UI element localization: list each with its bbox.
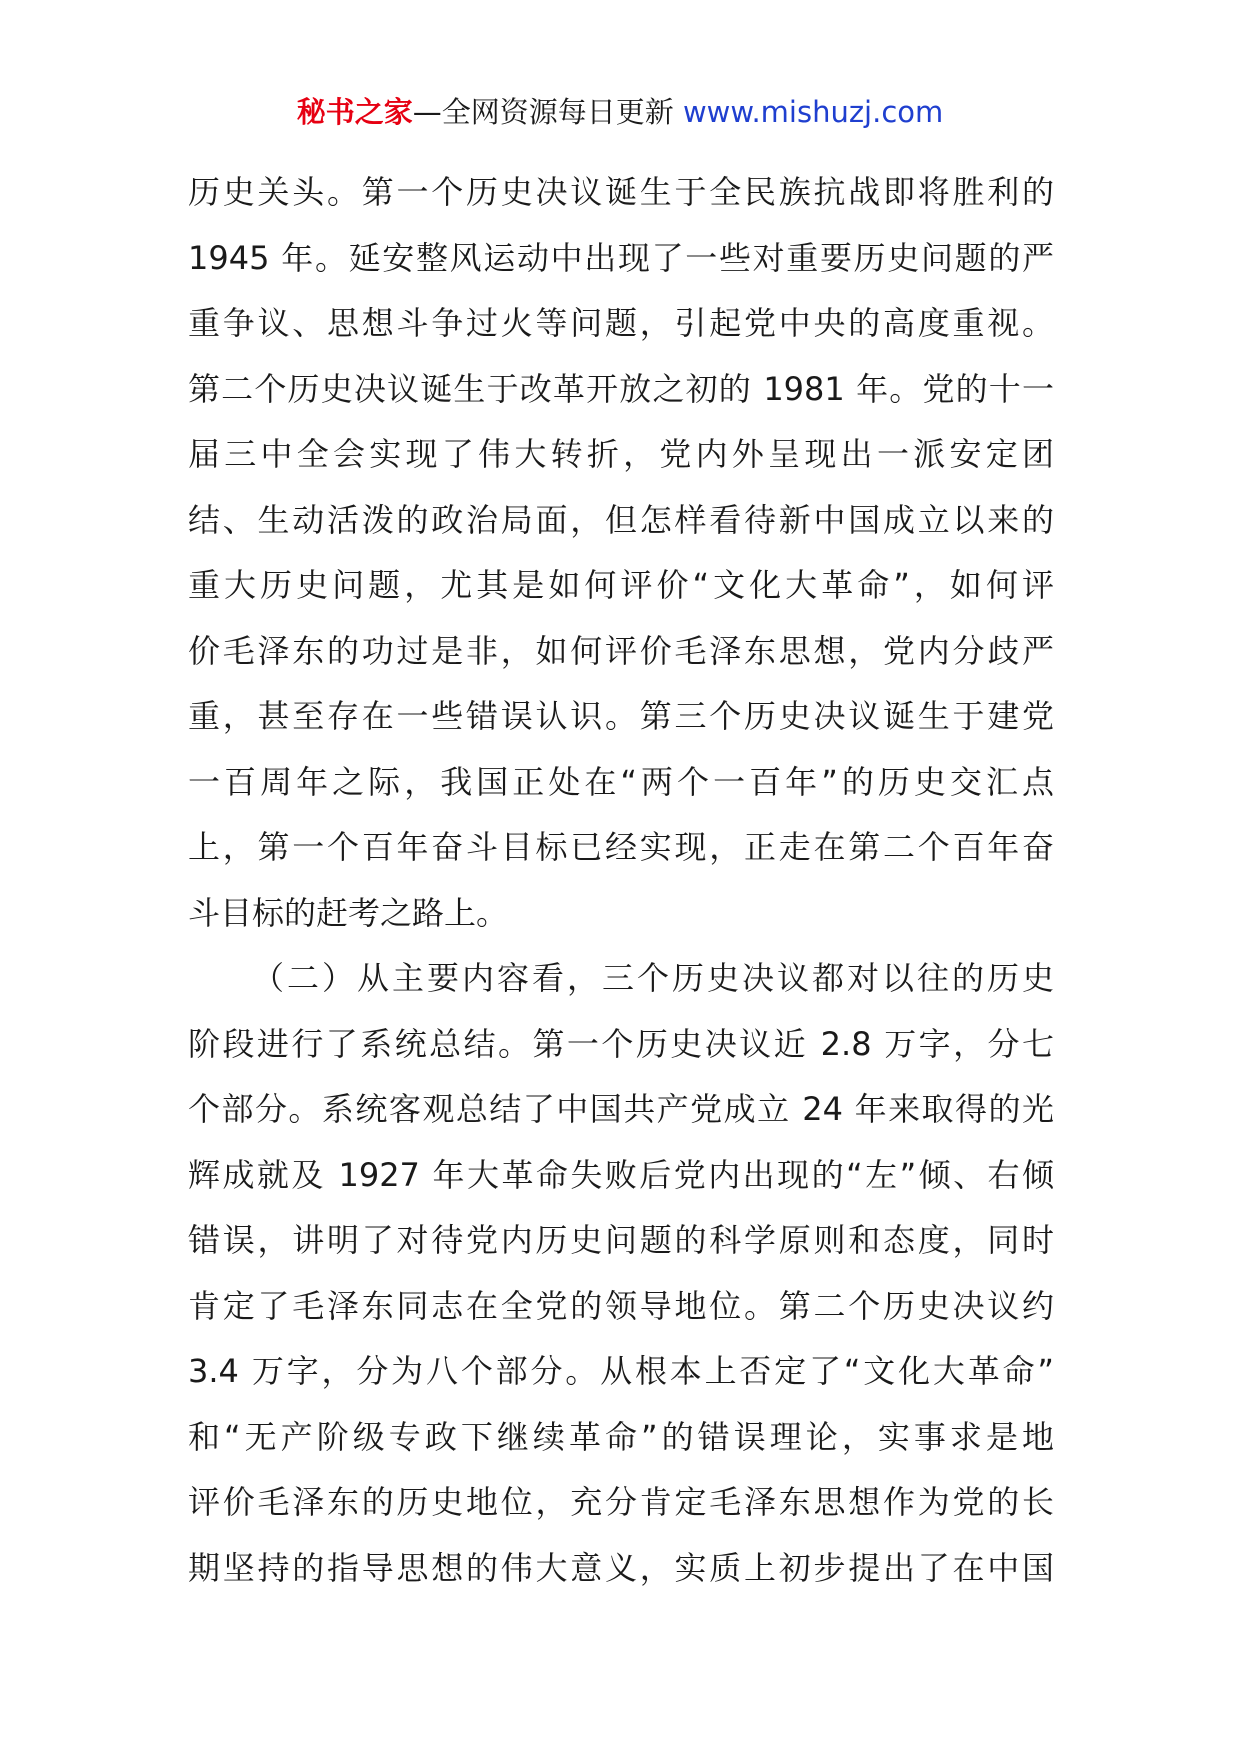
text-line: 第二个历史决议诞生于改革开放之初的 1981 年。党的十一 bbox=[188, 369, 1054, 408]
site-brand: 秘书之家 bbox=[296, 95, 413, 129]
text-line: 重，甚至存在一些错误认识。第三个历史决议诞生于建党 bbox=[188, 697, 1054, 735]
text-line: 评价毛泽东的历史地位，充分肯定毛泽东思想作为党的长 bbox=[188, 1483, 1054, 1521]
text-line: 和“无产阶级专政下继续革命”的错误理论，实事求是地 bbox=[188, 1417, 1054, 1456]
paragraph-start-line: （二）从主要内容看，三个历史决议都对以往的历史 bbox=[252, 959, 1054, 997]
text-line: 错误，讲明了对待党内历史问题的科学原则和态度，同时 bbox=[188, 1221, 1054, 1259]
text-line: 价毛泽东的功过是非，如何评价毛泽东思想，党内分歧严 bbox=[188, 631, 1054, 670]
text-line: 届三中全会实现了伟大转折，党内外呈现出一派安定团 bbox=[188, 435, 1054, 473]
text-line: 1945 年。延安整风运动中出现了一些对重要历史问题的严 bbox=[188, 238, 1054, 277]
document-body bbox=[188, 160, 1054, 1601]
text-line: 重大历史问题，尤其是如何评价“文化大革命”，如何评 bbox=[188, 566, 1054, 604]
text-line: 结、生动活泼的政治局面，但怎样看待新中国成立以来的 bbox=[188, 500, 1054, 539]
text-line: 阶段进行了系统总结。第一个历史决议近 2.8 万字，分七 bbox=[188, 1024, 1054, 1063]
text-line: 斗目标的赶考之路上。 bbox=[188, 893, 509, 932]
text-line: 一百周年之际，我国正处在“两个一百年”的历史交汇点 bbox=[188, 762, 1054, 801]
text-line: 肯定了毛泽东同志在全党的领导地位。第二个历史决议约 bbox=[188, 1286, 1054, 1325]
site-url-link[interactable]: www.mishuzj.com bbox=[682, 95, 944, 129]
text-line: 上，第一个百年奋斗目标已经实现，正走在第二个百年奋 bbox=[188, 828, 1054, 866]
text-line: 个部分。系统客观总结了中国共产党成立 24 年来取得的光 bbox=[188, 1090, 1054, 1128]
text-line: 重争议、思想斗争过火等问题，引起党中央的高度重视。 bbox=[188, 304, 1054, 342]
text-line: 3.4 万字，分为八个部分。从根本上否定了“文化大革命” bbox=[188, 1352, 1054, 1390]
text-line: 期坚持的指导思想的伟大意义，实质上初步提出了在中国 bbox=[188, 1548, 1054, 1587]
text-line: 辉成就及 1927 年大革命失败后党内出现的“左”倾、右倾 bbox=[188, 1155, 1054, 1194]
page-header bbox=[0, 92, 1240, 132]
text-line: 历史关头。第一个历史决议诞生于全民族抗战即将胜利的 bbox=[188, 173, 1054, 211]
site-tagline: —全网资源每日更新 bbox=[412, 95, 674, 129]
